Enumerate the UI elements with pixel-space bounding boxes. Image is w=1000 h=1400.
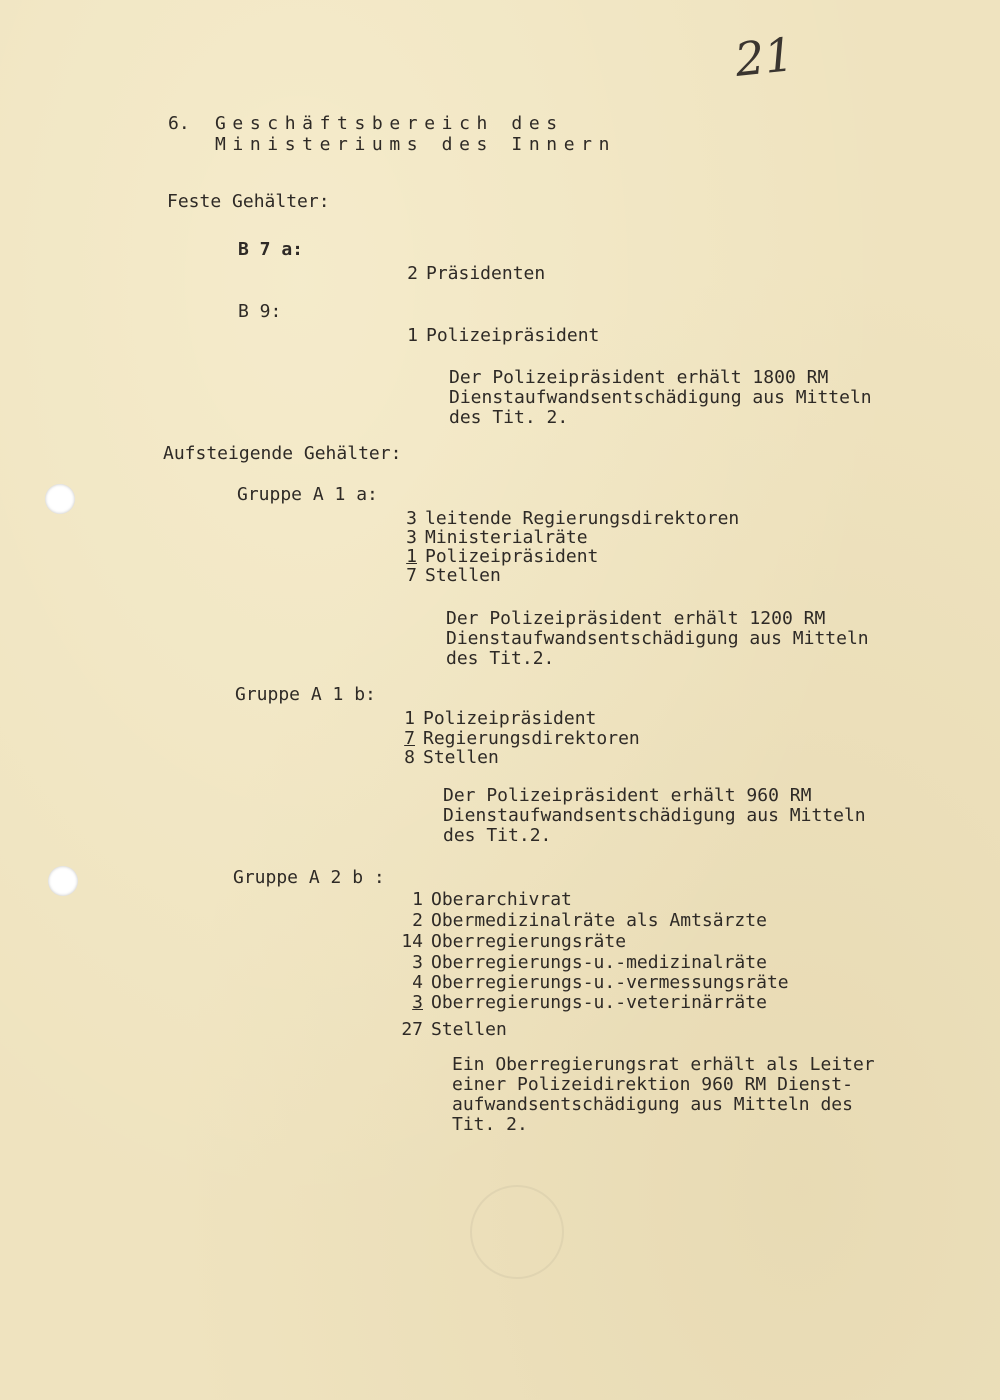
position-count: 2 — [412, 910, 423, 931]
position-entry — [383, 528, 588, 548]
total-count: 7 — [406, 565, 417, 586]
position-title: Polizeipräsident — [426, 325, 600, 346]
punch-hole — [48, 866, 78, 896]
group-note: Der Polizeipräsident erhält 1800 RM Dienstaufwandsentschädigung aus Mitteln des Tit. 2. — [449, 367, 872, 428]
position-count: 1 — [407, 325, 418, 346]
position-count: 1 — [412, 889, 423, 910]
position-title: Polizeipräsident — [423, 708, 597, 729]
position-count: 3 — [406, 527, 417, 548]
total-title: Stellen — [431, 1019, 507, 1040]
group-label: Gruppe A 2 b : — [233, 867, 385, 888]
heading-line-1: Geschäftsbereich des — [215, 113, 564, 134]
position-title: Regierungsdirektoren — [423, 728, 640, 749]
section-label-feste: Feste Gehälter: — [167, 191, 330, 212]
total-count: 8 — [404, 747, 415, 768]
position-title: Obermedizinalräte als Amtsärzte — [431, 910, 767, 931]
position-entry — [384, 326, 599, 346]
position-count: 1 — [404, 708, 415, 729]
position-entry — [383, 547, 598, 567]
total-count: 27 — [401, 1019, 423, 1040]
group-note: Der Polizeipräsident erhält 1200 RM Dienstaufwandsentschädigung aus Mitteln des Tit.2. — [446, 608, 869, 669]
group-label: B 7 a: — [238, 239, 304, 260]
page-number: 21 — [732, 27, 797, 87]
heading-number: 6. — [168, 113, 190, 134]
group-label: Gruppe A 1 b: — [235, 684, 376, 705]
position-entry — [389, 953, 767, 973]
position-title: Polizeipräsident — [425, 546, 599, 567]
position-count: 1 — [406, 546, 417, 567]
position-entry — [381, 729, 640, 749]
position-title: Oberregierungs-u.-veterinärräte — [431, 992, 767, 1013]
position-entry — [389, 911, 767, 931]
total-entry — [383, 566, 501, 586]
position-count: 3 — [406, 508, 417, 529]
group-note: Ein Oberregierungsrat erhält als Leiter einer Polizeidirektion 960 RM Dienst- aufwandsentschädigung aus Mitteln des Tit. 2. — [452, 1054, 875, 1135]
position-title: Oberarchivrat — [431, 889, 572, 910]
position-entry — [389, 932, 626, 952]
position-entry — [383, 509, 739, 529]
heading-line-2: Ministeriums des Innern — [215, 134, 617, 155]
position-entry — [381, 709, 596, 729]
total-title: Stellen — [425, 565, 501, 586]
group-label: B 9: — [238, 301, 282, 322]
position-count: 3 — [412, 992, 423, 1013]
punch-hole — [45, 484, 75, 514]
position-title: leitende Regierungsdirektoren — [425, 508, 740, 529]
position-title: Oberregierungsräte — [431, 931, 627, 952]
position-count: 2 — [407, 263, 418, 284]
position-entry — [389, 890, 572, 910]
position-entry — [389, 973, 789, 993]
total-entry — [381, 748, 499, 768]
position-entry — [389, 993, 767, 1013]
total-title: Stellen — [423, 747, 499, 768]
total-entry — [389, 1020, 507, 1040]
group-label: Gruppe A 1 a: — [237, 484, 378, 505]
faint-stamp — [470, 1185, 564, 1279]
position-title: Ministerialräte — [425, 527, 588, 548]
position-count: 7 — [404, 728, 415, 749]
position-count: 4 — [412, 972, 423, 993]
position-count: 14 — [401, 931, 423, 952]
position-entry — [384, 264, 545, 284]
position-title: Oberregierungs-u.-medizinalräte — [431, 952, 767, 973]
position-title: Präsidenten — [426, 263, 546, 284]
group-note: Der Polizeipräsident erhält 960 RM Dienstaufwandsentschädigung aus Mitteln des Tit.2. — [443, 785, 866, 846]
position-title: Oberregierungs-u.-vermessungsräte — [431, 972, 789, 993]
section-label-aufsteigende: Aufsteigende Gehälter: — [163, 443, 402, 464]
position-count: 3 — [412, 952, 423, 973]
